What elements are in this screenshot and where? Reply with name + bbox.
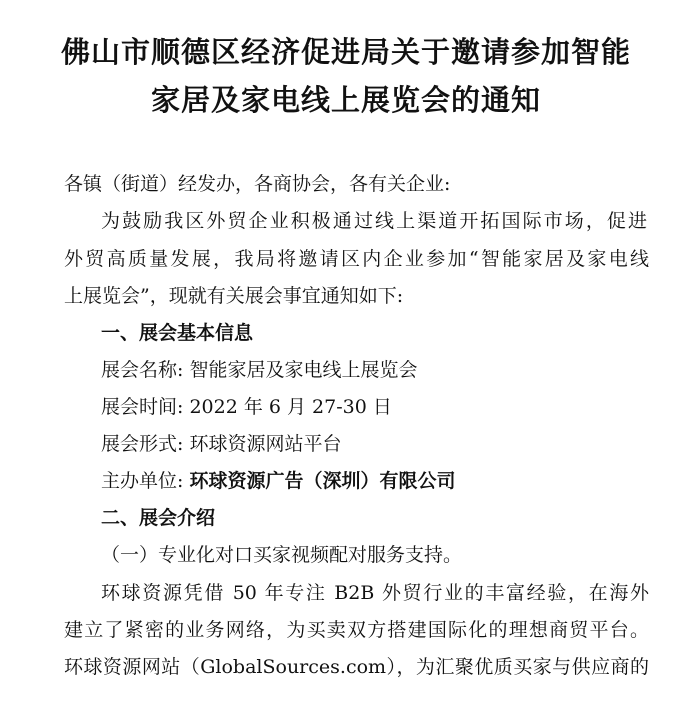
salutation: 各镇（街道）经发办，各商协会，各有关企业: <box>64 173 451 195</box>
exhibition-time-value: 2022 年 6 月 27-30 日 <box>189 396 392 418</box>
exhibition-form-label: 展会形式: <box>101 433 184 455</box>
exhibition-form-value: 环球资源网站平台 <box>189 433 342 455</box>
body-paragraph-line-1: 环球资源凭借 50 年专注 B2B 外贸行业的丰富经验，在海外 <box>101 582 649 604</box>
document-title-line-2: 家居及家电线上展览会的通知 <box>150 83 541 117</box>
document-title-line-1: 佛山市顺德区经济促进局关于邀请参加智能 <box>60 35 631 69</box>
info-row-exhibition-name <box>101 357 417 383</box>
organizer-value: 环球资源广告（深圳）有限公司 <box>189 470 456 492</box>
intro-paragraph-line-2: 外贸高质量发展，我局将邀请区内企业参加“智能家居及家电线 <box>64 248 649 270</box>
section-heading-basic-info: 一、展会基本信息 <box>101 322 254 344</box>
info-row-exhibition-form <box>101 431 341 457</box>
intro-paragraph-line-1: 为鼓励我区外贸企业积极通过线上渠道开拓国际市场，促进 <box>101 210 647 232</box>
exhibition-name-value: 智能家居及家电线上展览会 <box>189 359 418 381</box>
exhibition-time-label: 展会时间: <box>101 396 184 418</box>
intro-paragraph-line-3: 上展览会”，现就有关展会事宜通知如下: <box>64 285 404 307</box>
section-heading-exhibition-intro: 二、展会介绍 <box>101 507 216 529</box>
info-row-exhibition-time <box>101 394 392 420</box>
exhibition-name-label: 展会名称: <box>101 359 184 381</box>
info-row-organizer <box>101 468 455 494</box>
subsection-heading-buyer-matching: （一）专业化对口买家视频配对服务支持。 <box>101 544 463 566</box>
body-paragraph-line-2: 建立了紧密的业务网络，为买卖双方搭建国际化的理想商贸平台。 <box>64 619 649 641</box>
body-paragraph-line-3: 环球资源网站（GlobalSources.com），为汇聚优质买家与供应商的 <box>64 656 649 678</box>
organizer-label: 主办单位: <box>101 470 184 492</box>
